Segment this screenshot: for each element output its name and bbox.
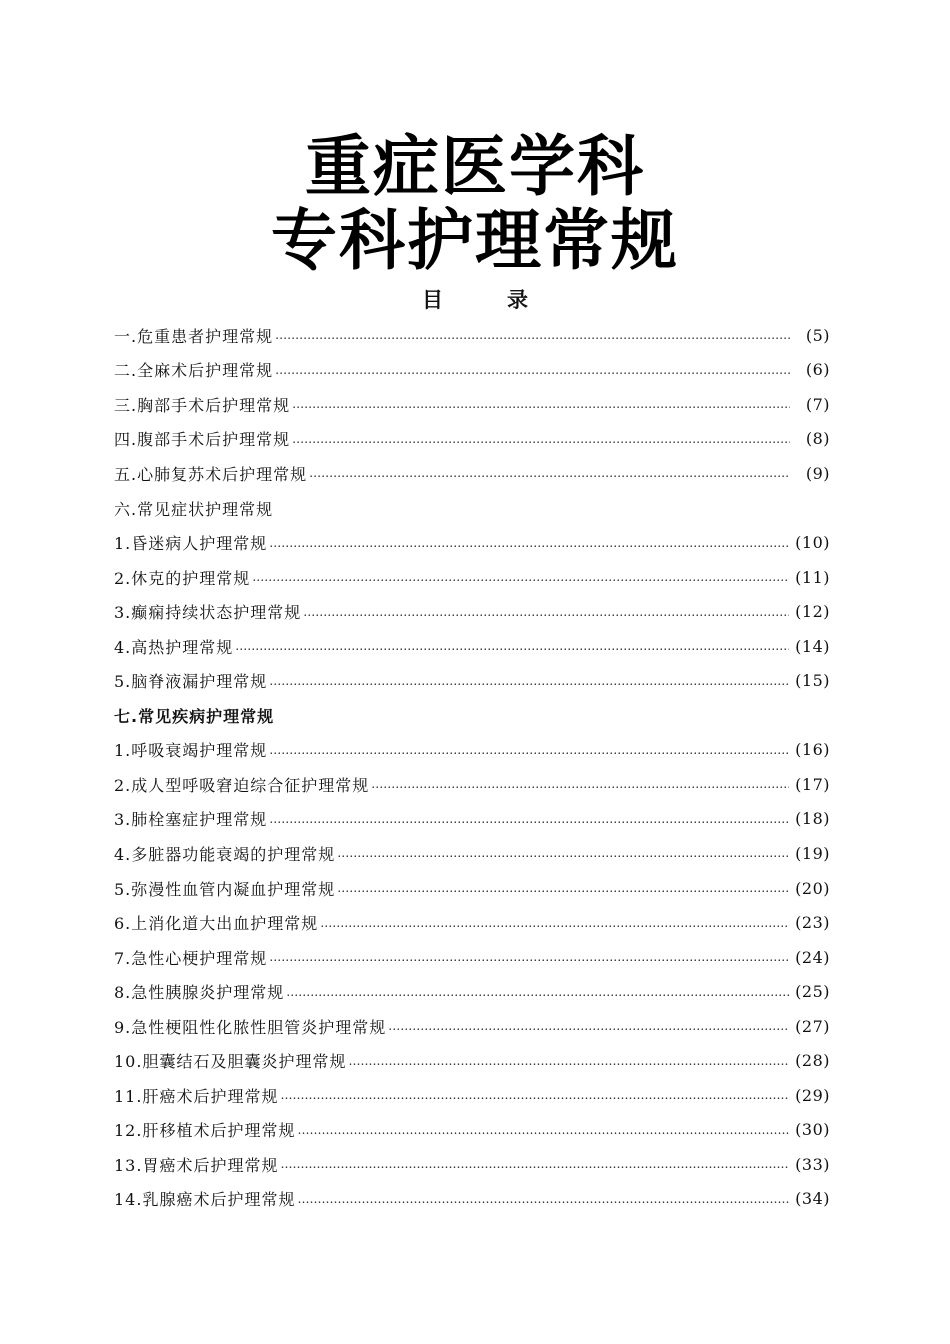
toc-entry — [114, 629, 830, 664]
toc-page-number: (18) — [795, 809, 830, 829]
toc-entry-label: 4.多脏器功能衰竭的护理常规 — [114, 844, 336, 864]
toc-dot-leader — [297, 1120, 789, 1140]
toc-page-number: (30) — [795, 1120, 830, 1140]
toc-page-number: (7) — [805, 394, 830, 414]
toc-entry — [114, 940, 830, 975]
toc-entry-label: 三.胸部手术后护理常规 — [114, 395, 291, 415]
toc-page-number: (10) — [795, 533, 830, 553]
toc-entry — [114, 1182, 830, 1217]
toc-heading: 目录 — [422, 288, 592, 312]
toc-page-number: (5) — [805, 325, 830, 345]
toc-page-number: (11) — [795, 567, 830, 587]
toc-dot-leader — [309, 463, 790, 483]
toc-entry-label: 7.急性心梗护理常规 — [114, 948, 268, 968]
toc-entry-label: 6.上消化道大出血护理常规 — [114, 914, 319, 934]
toc-dot-leader — [337, 843, 789, 863]
toc-entry — [114, 387, 830, 422]
toc-dot-leader — [269, 947, 789, 967]
toc-entry — [114, 456, 830, 491]
toc-page-number: (9) — [805, 463, 830, 483]
toc-section-heading — [114, 698, 830, 733]
toc-entry — [114, 560, 830, 595]
toc-entry — [114, 1113, 830, 1148]
toc-entry-label: 10.胆囊结石及胆囊炎护理常规 — [114, 1052, 347, 1072]
toc-dot-leader — [280, 1154, 789, 1174]
toc-dot-leader — [275, 325, 790, 345]
toc-dot-leader — [286, 982, 789, 1002]
toc-entry — [114, 525, 830, 560]
toc-entry — [114, 1147, 830, 1182]
toc-page-number: (27) — [795, 1016, 830, 1036]
toc-entry-label: 1.呼吸衰竭护理常规 — [114, 741, 268, 761]
toc-dot-leader — [292, 394, 790, 414]
toc-entry-label: 9.急性梗阻性化脓性胆管炎护理常规 — [114, 1017, 387, 1037]
toc-page-number: (8) — [805, 429, 830, 449]
toc-page-number: (34) — [795, 1189, 830, 1209]
toc-entry — [114, 836, 830, 871]
toc-dot-leader — [235, 636, 789, 656]
toc-entry — [114, 353, 830, 388]
toc-entry-label: 4.高热护理常规 — [114, 637, 234, 657]
toc-dot-leader — [297, 1189, 789, 1209]
toc-entry-label: 一.危重患者护理常规 — [114, 326, 274, 346]
document-title-line-2: 专科护理常规 — [271, 202, 679, 279]
toc-dot-leader — [269, 740, 789, 760]
toc-entry-label: 14.乳腺癌术后护理常规 — [114, 1190, 296, 1210]
toc-page-number: (29) — [795, 1085, 830, 1105]
toc-dot-leader — [269, 533, 789, 553]
toc-entry-label: 12.肝移植术后护理常规 — [114, 1121, 296, 1141]
toc-page-number: (33) — [795, 1154, 830, 1174]
toc-dot-leader — [348, 1051, 789, 1071]
toc-entry — [114, 974, 830, 1009]
toc-page-number: (14) — [795, 636, 830, 656]
toc-entry — [114, 802, 830, 837]
toc-entry-label: 1.昏迷病人护理常规 — [114, 534, 268, 554]
toc-entry-label: 七.常见疾病护理常规 — [114, 706, 275, 726]
toc-dot-leader — [371, 774, 789, 794]
toc-page-number: (12) — [795, 602, 830, 622]
toc-dot-leader — [269, 671, 789, 691]
toc-entry-label: 2.休克的护理常规 — [114, 568, 251, 588]
toc-entry — [114, 1009, 830, 1044]
toc-page-number: (17) — [795, 774, 830, 794]
toc-entry — [114, 767, 830, 802]
toc-page-number: (20) — [795, 878, 830, 898]
toc-page-number: (6) — [805, 360, 830, 380]
toc-entry — [114, 1043, 830, 1078]
toc-entry — [114, 422, 830, 457]
toc-entry-label: 13.胃癌术后护理常规 — [114, 1155, 279, 1175]
toc-entry-label: 3.癫痫持续状态护理常规 — [114, 603, 302, 623]
toc-page-number: (15) — [795, 671, 830, 691]
toc-page-number: (24) — [795, 947, 830, 967]
toc-entry-label: 2.成人型呼吸窘迫综合征护理常规 — [114, 775, 370, 795]
toc-entry-label: 二.全麻术后护理常规 — [114, 361, 274, 381]
toc-entry — [114, 871, 830, 906]
toc-dot-leader — [252, 567, 789, 587]
toc-page-number: (23) — [795, 913, 830, 933]
toc-page-number: (28) — [795, 1051, 830, 1071]
toc-entry-label: 8.急性胰腺炎护理常规 — [114, 983, 285, 1003]
toc-dot-leader — [292, 429, 790, 449]
toc-entry-label: 五.心肺复苏术后护理常规 — [114, 464, 308, 484]
toc-dot-leader — [280, 1085, 789, 1105]
toc-dot-leader — [337, 878, 789, 898]
toc-dot-leader — [320, 913, 789, 933]
toc-section-heading — [114, 491, 830, 526]
toc-page-number: (25) — [795, 982, 830, 1002]
toc-entry — [114, 318, 830, 353]
toc-entry-label: 5.弥漫性血管内凝血护理常规 — [114, 879, 336, 899]
toc-dot-leader — [388, 1016, 789, 1036]
toc-entry — [114, 733, 830, 768]
toc-entry-label: 六.常见症状护理常规 — [114, 499, 274, 519]
toc-entry-label: 3.肺栓塞症护理常规 — [114, 810, 268, 830]
toc-dot-leader — [269, 809, 789, 829]
toc-entry-label: 四.腹部手术后护理常规 — [114, 430, 291, 450]
toc-entry — [114, 1078, 830, 1113]
document-title-line-1: 重症医学科 — [305, 128, 645, 205]
toc-entry-label: 5.脑脊液漏护理常规 — [114, 672, 268, 692]
table-of-contents — [114, 318, 830, 1216]
toc-entry — [114, 663, 830, 698]
toc-entry-label: 11.肝癌术后护理常规 — [114, 1086, 279, 1106]
toc-page-number: (19) — [795, 843, 830, 863]
toc-entry — [114, 905, 830, 940]
toc-page-number: (16) — [795, 740, 830, 760]
toc-dot-leader — [275, 360, 790, 380]
toc-dot-leader — [303, 602, 789, 622]
toc-entry — [114, 594, 830, 629]
